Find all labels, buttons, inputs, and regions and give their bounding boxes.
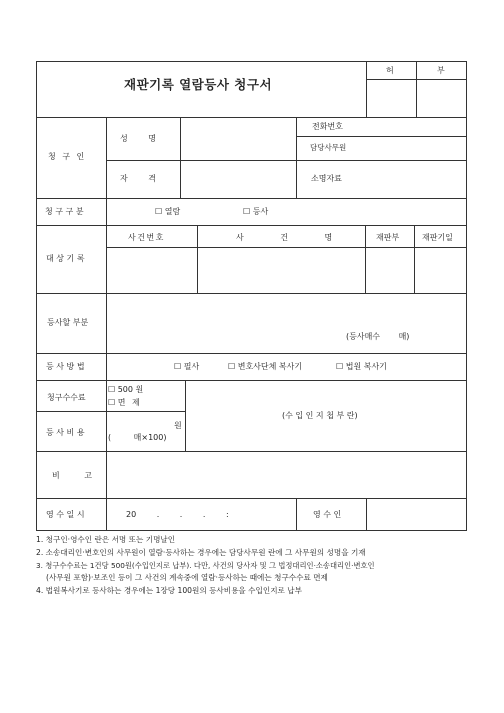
qualification-label: 자 격 [120,174,156,183]
checkbox-icon[interactable]: ☐ [228,362,236,371]
checkbox-icon[interactable]: ☐ [155,207,163,216]
note-item: 3. 청구수수료는 1건당 500원(수입인지로 납부). 다만, 사건의 당사자 및 그 법정대리인·소송대리인·변호인 [36,561,375,570]
stamp-area-label: (수 입 인 지 첩 부 란) [282,411,358,420]
approval-label-permit: 허 [386,66,394,75]
note-item: 1. 청구인·영수인 란은 서명 또는 기명날인 [36,535,176,544]
option-copy[interactable] [243,207,268,217]
copy-method-court-copier-label: 법원 복사기 [345,362,387,371]
staff-label: 담당사무원 [310,143,347,152]
copy-count: (등사매수 매) [346,332,410,341]
checkbox-icon[interactable]: ☐ [243,207,251,216]
approval-label-deny: 부 [437,66,445,75]
copy-method-handwrite[interactable] [174,362,199,372]
applicant-section-label: 청 구 인 [48,152,87,161]
phone-label: 전화번호 [312,122,343,131]
note-item: 4. 법원복사기로 등사하는 경우에는 1장당 100원의 등사비용을 수입인지로 납부 [36,586,302,595]
copy-method-label: 등 사 방 법 [46,362,85,371]
fee-option-exempt-label: 면 제 [117,398,140,407]
form-title: 재판기록 열람등사 청구서 [124,77,273,92]
note-item: 2. 소송대리인·변호인의 사무원이 열람·등사하는 경우에는 담당사무원 란에 그 사무원의 성명을 기재 [36,548,366,557]
copy-part-label: 등사할 부분 [47,318,89,327]
col-court: 재판부 [376,233,400,242]
receipt-date-value: 20 . . . : [126,510,229,519]
checkbox-icon[interactable]: ☐ [174,362,182,371]
copy-method-lawyer-copier[interactable] [228,362,302,372]
copy-cost-label: 등 사 비 용 [46,428,85,437]
checkbox-icon[interactable]: ☐ [108,398,116,407]
option-copy-label: 등사 [252,207,269,216]
checkbox-icon[interactable]: ☐ [108,385,116,394]
fee-label: 청구수수료 [47,393,86,402]
checkbox-icon[interactable]: ☐ [336,362,344,371]
fee-option-500-label: 500 원 [117,385,144,394]
col-case-name: 사 건 명 [236,233,333,242]
target-record-label: 대 상 기 록 [46,254,85,263]
note-item: (사무원 포함)·보조인 등이 그 사건의 계속중에 열람·등사하는 때에는 청구수수료 면제 [46,573,328,582]
copy-cost-sheets: ( 매×100) [108,433,167,442]
copy-method-lawyer-copier-label: 변호사단체 복사기 [237,362,303,371]
option-view-label: 열람 [164,207,181,216]
copy-cost-won: 원 [174,421,182,430]
fee-option-500[interactable] [108,385,143,395]
request-type-label: 청 구 구 분 [45,207,84,216]
receipt-date-label: 영 수 일 시 [46,510,85,519]
evidence-label: 소명자료 [311,174,342,183]
remarks-label: 비 고 [52,471,92,480]
copy-method-court-copier[interactable] [336,362,387,372]
fee-option-exempt[interactable] [108,398,140,408]
col-date: 재판기일 [422,233,453,242]
copy-method-handwrite-label: 필사 [183,362,200,371]
receipt-person-label: 영 수 인 [313,510,342,519]
option-view[interactable] [155,207,180,217]
name-label: 성 명 [120,134,156,143]
col-case-no: 사건번호 [128,233,165,242]
